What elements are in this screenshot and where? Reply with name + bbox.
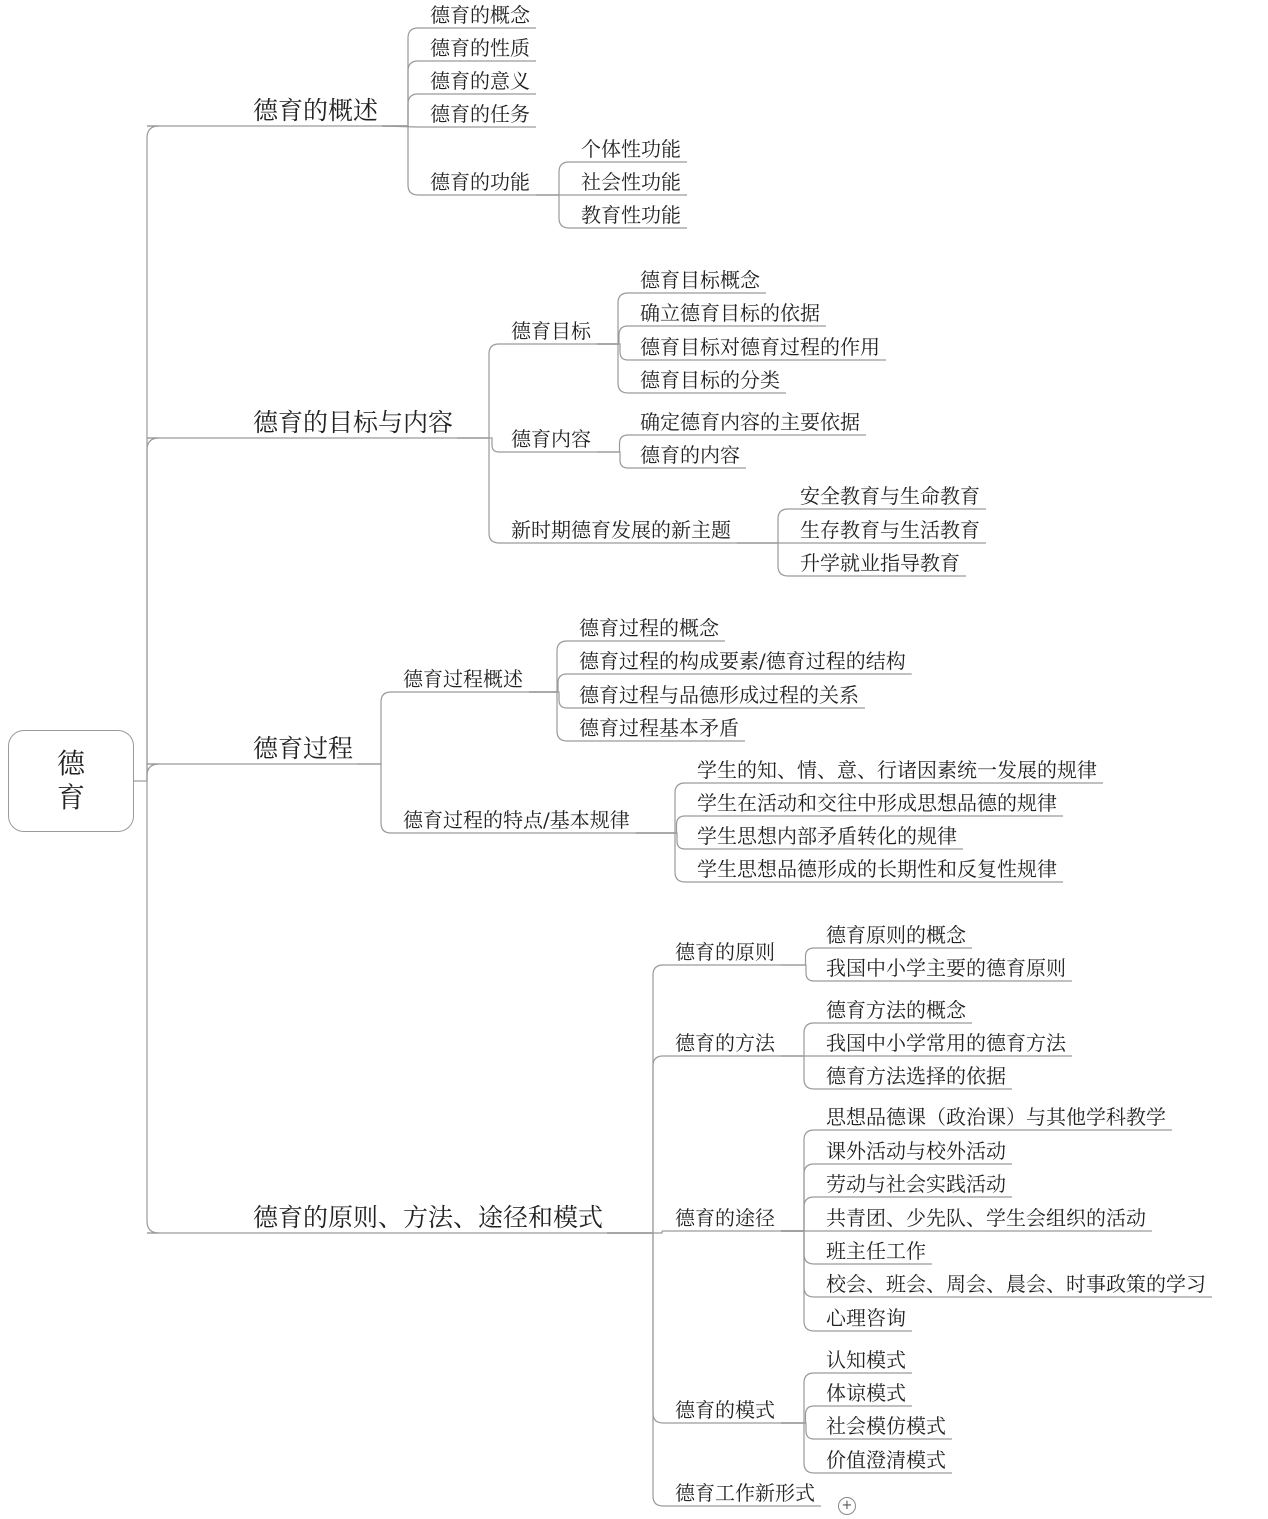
topic-models[interactable]: 德育的模式 [675, 1398, 775, 1422]
goal-role[interactable]: 德育目标对德育过程的作用 [640, 335, 880, 359]
principle-main[interactable]: 我国中小学主要的德育原则 [826, 956, 1066, 980]
topic-process-overview[interactable]: 德育过程概述 [403, 667, 523, 691]
connector [636, 833, 685, 882]
connector [781, 1130, 814, 1231]
approach-counseling[interactable]: 心理咨询 [826, 1306, 906, 1330]
connector [457, 438, 499, 543]
model-social-imitation[interactable]: 社会模仿模式 [826, 1414, 946, 1438]
connector [597, 452, 628, 468]
branch-principles-methods[interactable]: 德育的原则、方法、途径和模式 [253, 1203, 604, 1232]
topic-significance[interactable]: 德育的意义 [430, 69, 530, 93]
connector [382, 94, 418, 126]
process-concept[interactable]: 德育过程的概念 [579, 616, 719, 640]
model-values-clarification[interactable]: 价值澄清模式 [826, 1448, 946, 1472]
connector [781, 1056, 814, 1089]
connector [737, 509, 788, 543]
connector [607, 1233, 663, 1506]
law-long-term-repetitive[interactable]: 学生思想品德形成的长期性和反复性规律 [697, 857, 1057, 881]
topic-goals[interactable]: 德育目标 [511, 319, 591, 343]
connector [382, 28, 418, 126]
function-educational[interactable]: 教育性功能 [581, 203, 681, 227]
connector [147, 438, 159, 781]
connector [607, 1056, 663, 1233]
approach-labor-practice[interactable]: 劳动与社会实践活动 [826, 1172, 1006, 1196]
connector [147, 781, 159, 1233]
connector [457, 344, 499, 438]
theme-career-guidance[interactable]: 升学就业指导教育 [800, 551, 960, 575]
branch-overview[interactable]: 德育的概述 [253, 96, 379, 125]
connector [781, 1231, 814, 1264]
connector [536, 195, 569, 228]
connector [529, 641, 567, 692]
expand-icon[interactable]: + [838, 1497, 856, 1515]
approach-politics-course[interactable]: 思想品德课（政治课）与其他学科教学 [826, 1105, 1166, 1129]
content-basis[interactable]: 确定德育内容的主要依据 [640, 410, 860, 434]
connector [781, 1423, 814, 1439]
connector [147, 126, 159, 781]
connector [357, 692, 391, 764]
connector [781, 1197, 814, 1231]
connector [536, 162, 569, 195]
connector [781, 1023, 814, 1056]
principle-concept[interactable]: 德育原则的概念 [826, 923, 966, 947]
topic-concept[interactable]: 德育的概念 [430, 3, 530, 27]
topic-methods[interactable]: 德育的方法 [675, 1031, 775, 1055]
function-social[interactable]: 社会性功能 [581, 170, 681, 194]
topic-nature[interactable]: 德育的性质 [430, 36, 530, 60]
connector [597, 344, 628, 393]
law-unified-development[interactable]: 学生的知、情、意、行诸因素统一发展的规律 [697, 758, 1097, 782]
theme-survival-living[interactable]: 生存教育与生活教育 [800, 518, 980, 542]
connector [781, 1423, 814, 1473]
connector [457, 438, 499, 452]
connector [529, 692, 567, 708]
model-cognitive[interactable]: 认知模式 [826, 1348, 906, 1372]
connector [597, 435, 628, 452]
branch-process[interactable]: 德育过程 [253, 734, 354, 763]
approach-meetings[interactable]: 校会、班会、周会、晨会、时事政策的学习 [826, 1272, 1206, 1296]
connector [781, 1406, 814, 1423]
connector [781, 965, 814, 981]
process-contradiction[interactable]: 德育过程基本矛盾 [579, 716, 739, 740]
goal-concept[interactable]: 德育目标概念 [640, 268, 760, 292]
connector [147, 764, 159, 781]
topic-principles[interactable]: 德育的原则 [675, 940, 775, 964]
method-selection[interactable]: 德育方法选择的依据 [826, 1064, 1006, 1088]
connector [357, 764, 391, 833]
topic-content[interactable]: 德育内容 [511, 427, 591, 451]
connector [382, 126, 418, 195]
topic-approaches[interactable]: 德育的途径 [675, 1206, 775, 1230]
function-individual[interactable]: 个体性功能 [581, 137, 681, 161]
connector [607, 1233, 663, 1423]
law-activity-interaction[interactable]: 学生在活动和交往中形成思想品德的规律 [697, 791, 1057, 815]
process-structure[interactable]: 德育过程的构成要素/德育过程的结构 [579, 649, 906, 673]
goal-classification[interactable]: 德育目标的分类 [640, 368, 780, 392]
connector [597, 293, 628, 344]
approach-youth-organizations[interactable]: 共青团、少先队、学生会组织的活动 [826, 1206, 1146, 1230]
connector [781, 1373, 814, 1423]
model-consideration[interactable]: 体谅模式 [826, 1381, 906, 1405]
connector [529, 692, 567, 741]
connector [636, 816, 685, 833]
connector [597, 326, 628, 344]
connector [636, 833, 685, 849]
goal-basis[interactable]: 确立德育目标的依据 [640, 301, 820, 325]
approach-extracurricular[interactable]: 课外活动与校外活动 [826, 1139, 1006, 1163]
connector [781, 1231, 814, 1297]
method-concept[interactable]: 德育方法的概念 [826, 998, 966, 1022]
theme-safety-life[interactable]: 安全教育与生命教育 [800, 484, 980, 508]
method-common[interactable]: 我国中小学常用的德育方法 [826, 1031, 1066, 1055]
connector [529, 674, 567, 692]
branch-goals-content[interactable]: 德育的目标与内容 [253, 408, 454, 437]
content-items[interactable]: 德育的内容 [640, 443, 740, 467]
connector [597, 344, 628, 360]
topic-functions[interactable]: 德育的功能 [430, 170, 530, 194]
root-label: 德育 [56, 747, 85, 814]
law-contradiction-transform[interactable]: 学生思想内部矛盾转化的规律 [697, 824, 957, 848]
topic-new-forms[interactable]: 德育工作新形式 [675, 1481, 815, 1505]
topic-new-themes[interactable]: 新时期德育发展的新主题 [511, 518, 731, 542]
root-node[interactable] [8, 730, 134, 832]
connector [607, 965, 663, 1233]
connector [737, 543, 788, 576]
connector [781, 948, 814, 965]
connector [636, 783, 685, 833]
connector [382, 61, 418, 126]
topic-tasks[interactable]: 德育的任务 [430, 102, 530, 126]
topic-process-laws[interactable]: 德育过程的特点/基本规律 [403, 808, 630, 832]
connector [781, 1231, 814, 1331]
process-relation[interactable]: 德育过程与品德形成过程的关系 [579, 683, 859, 707]
approach-class-teacher[interactable]: 班主任工作 [826, 1239, 926, 1263]
